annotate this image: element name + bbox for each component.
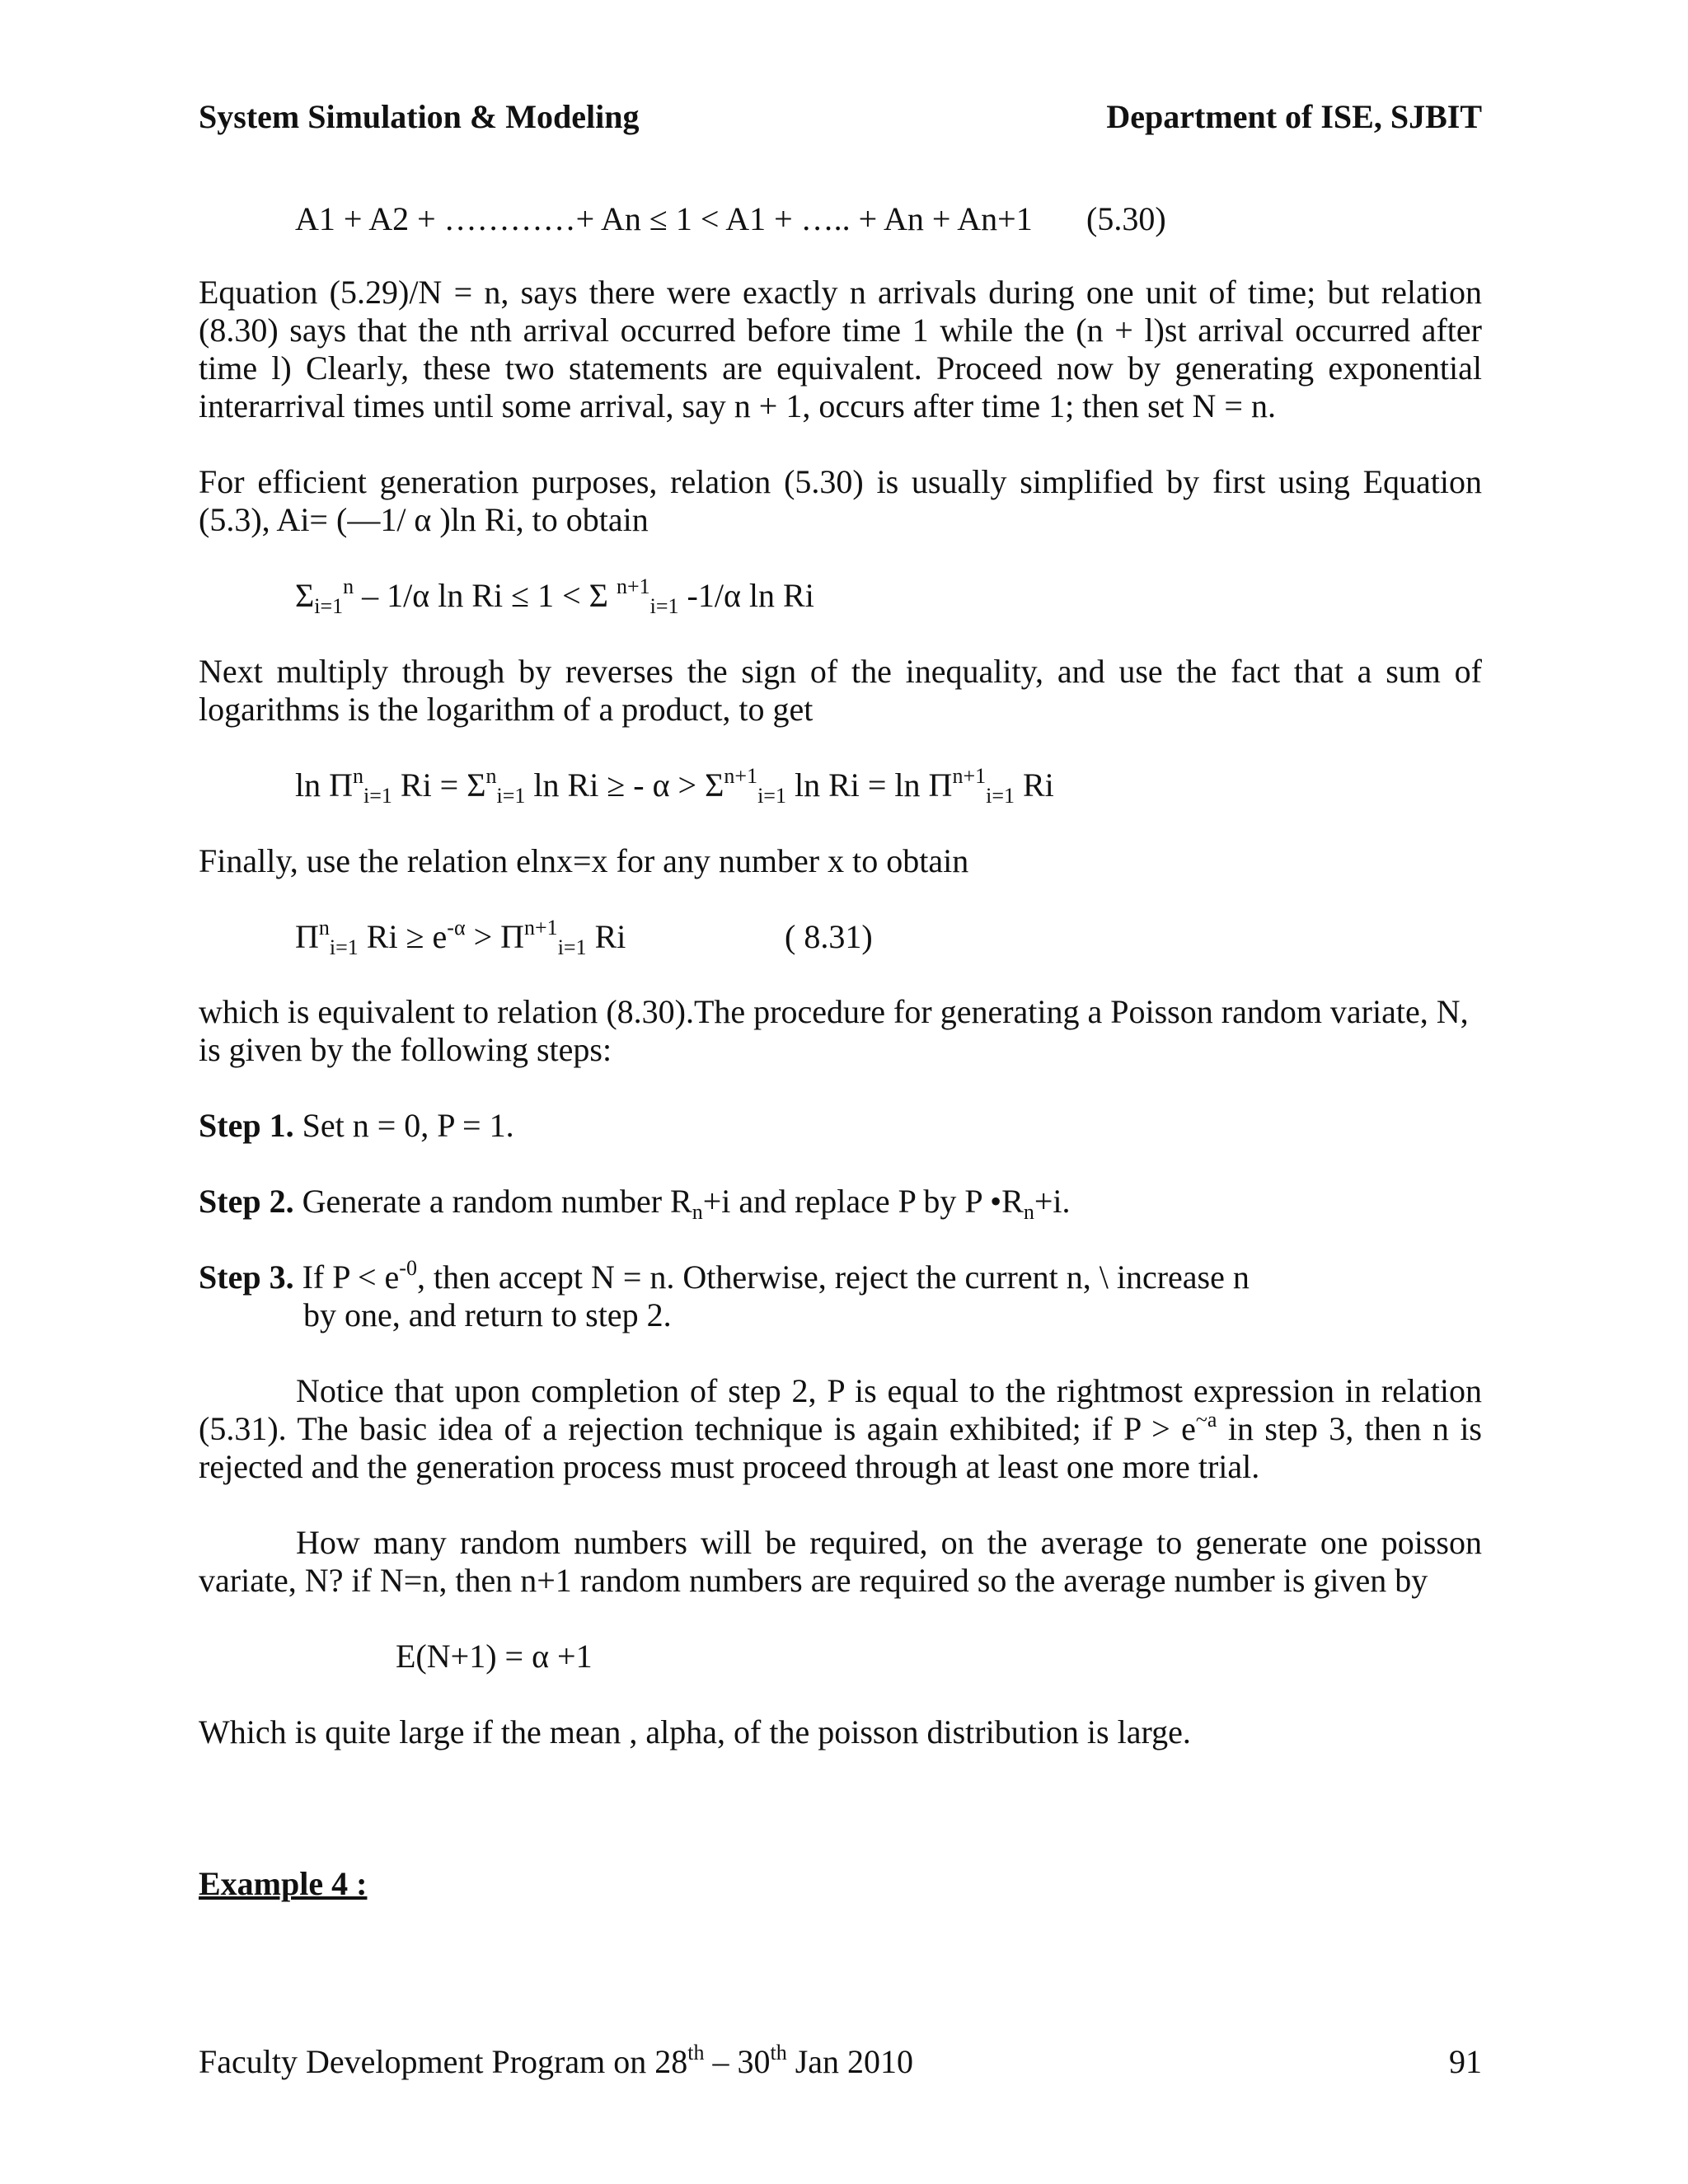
equation-text: Ri = Σ [392,766,486,804]
equation-product [295,764,1054,808]
subscript: i=1 [363,784,392,808]
footer-text: Jan 2010 [786,2043,914,2080]
step-3-continuation: by one, and return to step 2. [303,1296,672,1333]
subscript: i=1 [986,784,1015,808]
step-text: , then accept N = n. Otherwise, reject the current n, \ increase n [416,1258,1250,1296]
step-text: Set n = 0, P = 1. [293,1107,514,1144]
step-1 [199,1107,514,1145]
superscript: n [485,764,497,788]
step-label: Step 2. [199,1183,294,1220]
equation-text: ln Ri ≥ - α > Σ [525,766,724,804]
superscript: n [343,574,354,598]
step-text: +i. [1034,1183,1071,1220]
paragraph-conclusion: Which is quite large if the mean , alpha, of the poisson distribution is large. [199,1713,1191,1750]
superscript: n+1 [724,764,758,788]
footer-text: Faculty Development Program on 28 [199,2043,688,2080]
superscript: n+1 [952,764,987,788]
paragraph-text: in step 3, then n is rejected and the generation process must proceed through at least one more trial. [199,1410,1482,1485]
equation-text: > Π [465,918,525,955]
subscript: i=1 [757,784,786,808]
equation-sum [295,574,814,618]
paragraph-multiply: Next multiply through by reverses the sign of the inequality, and use the fact that a sum of logarithms is the logarithm of a product, to get [199,653,1482,728]
superscript: n [353,764,363,788]
equation-text: Ri [586,918,626,955]
equation-text: – 1/α ln Ri ≤ 1 < Σ [354,577,617,614]
superscript: n+1 [524,916,558,940]
step-label: Step 3. [199,1258,294,1296]
equation-text: Ri ≥ e [358,918,448,955]
footer-program [199,2042,913,2081]
equation-expected-value: E(N+1) = α +1 [396,1638,593,1675]
superscript: ~a [1195,1408,1217,1432]
paragraph-procedure: which is equivalent to relation (8.30).The procedure for generating a Poisson random variate, N, is given by the following steps: [199,993,1469,1068]
equation-text: ln Ri = ln Π [785,766,953,804]
equation-number-8-31: ( 8.31) [785,918,873,955]
superscript: -0 [399,1256,417,1280]
paragraph-arrivals: Equation (5.29)/N = n, says there were exactly n arrivals during one unit of time; but relation (8.30) says that the nth arrival occurred before time 1 while the (n + l)st arrival occurred after time l) Clearly, these two statements are equivalent. Proceed now by generating exponential interarrival times until some arrival, say n + 1, occurs after time 1; then set N = n. [199,274,1482,424]
step-text: If P < e [293,1258,400,1296]
subscript: n [1023,1200,1034,1224]
step-text: Generate a random number R [293,1183,692,1220]
equation-text: -1/α ln Ri [678,577,814,614]
superscript: n+1 [616,574,650,598]
subscript: i=1 [496,784,526,808]
paragraph-notice [199,1372,1482,1486]
footer-text: – 30 [704,2043,771,2080]
equation-5-30 [295,200,1033,238]
paragraph-finally: Finally, use the relation elnx=x for any number x to obtain [199,842,969,879]
superscript: th [770,2041,787,2064]
step-label: Step 1. [199,1107,294,1144]
step-text: +i and replace P by P •R [702,1183,1024,1220]
superscript: th [687,2041,705,2064]
page-number: 91 [1449,2043,1482,2080]
subscript: i=1 [649,594,679,618]
subscript: i=1 [557,935,587,959]
sigma-symbol: Σ [295,577,315,614]
equation-text: A1 + A2 + …………+ An ≤ 1 < A1 + ….. + An + An+1 [295,200,1033,237]
subscript: n [692,1200,703,1224]
example-heading: Example 4 : [199,1865,368,1902]
equation-8-31 [295,916,626,959]
step-3 [199,1258,1250,1296]
subscript: i=1 [329,935,359,959]
superscript: n [318,916,330,940]
equation-text: Ri [1015,766,1054,804]
paragraph-text: Notice that upon completion of step 2, P is equal to the rightmost expression in relation (5.31). The basic idea of a rejection technique is again exhibited; if P > e [199,1372,1482,1447]
superscript: -α [447,916,466,940]
header-department: Department of ISE, SJBIT [1106,98,1482,135]
header-course-title: System Simulation & Modeling [199,98,640,135]
equation-number-5-30: (5.30) [1086,200,1166,237]
paragraph-how-many: How many random numbers will be required, on the average to generate one poisson variate, N? if N=n, then n+1 random numbers are required so the average number is given by [199,1524,1482,1599]
step-2 [199,1183,1071,1224]
equation-text: Π [295,918,319,955]
paragraph-efficient-generation: For efficient generation purposes, relation (5.30) is usually simplified by first using Equation (5.3), Ai= (—1/ α )ln Ri, to obtain [199,463,1482,538]
subscript: i=1 [314,594,344,618]
equation-text: ln Π [295,766,353,804]
